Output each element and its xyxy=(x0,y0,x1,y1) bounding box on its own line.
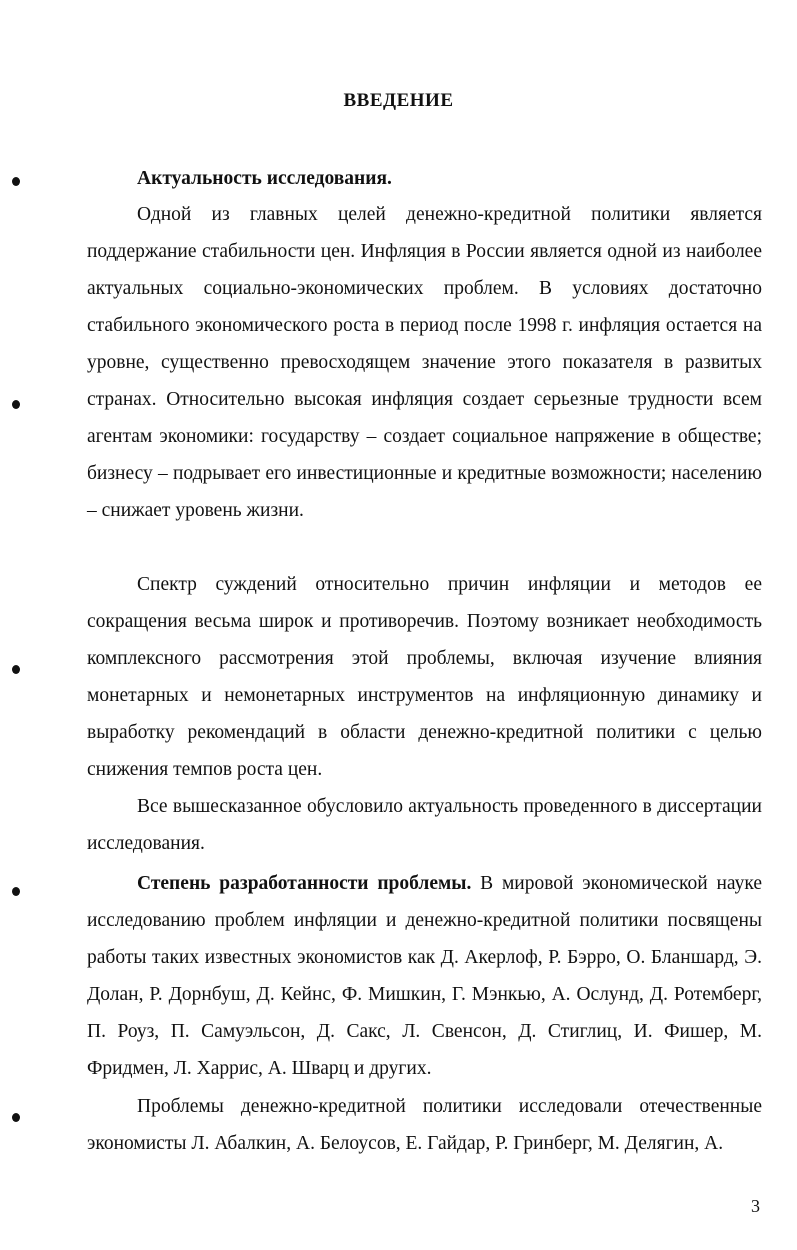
paragraph-relevance-2: Спектр суждений относительно причин инфляции и методов ее сокращения весьма широк и противоречив. Поэтому возникает необходимость комплексного рассмотрения этой проблемы, включая изучение влияния монетарных и немонетарных инструментов на инфляционную динамику и выработку рекомендаций в области денежно-кредитной политики с целью снижения темпов роста цен. xyxy=(87,574,762,780)
page-number: 3 xyxy=(751,1196,760,1216)
margin-punch-mark xyxy=(12,665,20,674)
paragraph-relevance-1: Одной из главных целей денежно-кредитной политики является поддержание стабильности цен. Инфляция в России является одной из наиболее актуальных социально-экономических проблем. В условиях достаточно стабильного экономического роста в период после 1998 г. инфляция остается на уровне, существенно превосходящем значение этого показателя в развитых странах. Относительно высокая инфляция создает серьезные трудности всем агентам экономики: государству – создает социальное напряжение в обществе; бизнесу – подрывает его инвестиционные и кредитные возможности; населению – снижает уровень жизни. xyxy=(87,204,762,521)
margin-punch-mark xyxy=(12,177,20,186)
margin-punch-mark xyxy=(12,1113,20,1122)
paragraph-development-2: Проблемы денежно-кредитной политики исследовали отечественные экономисты Л. Абалкин, А. Белоусов, Е. Гайдар, Р. Гринберг, М. Делягин, А. xyxy=(87,1096,762,1154)
margin-punch-mark xyxy=(12,400,20,409)
margin-punch-mark xyxy=(12,887,20,896)
development-text: В мировой экономической науке исследованию проблем инфляции и денежно-кредитной политики посвящены работы таких известных экономистов как Д. Акерлоф, Р. Бэрро, О. Бланшард, Э. Долан, Р. Дорнбуш, Д. Кейнс, Ф. Мишкин, Г. Мэнкью, А. Ослунд, Д. Ротемберг, П. Роуз, П. Самуэльсон, Д. Сакс, Л. Свенсон, Д. Стиглиц, И. Фишер, М. Фридмен, Л. Харрис, А. Шварц и других. xyxy=(87,873,762,1079)
document-title: ВВЕДЕНИЕ xyxy=(343,90,454,111)
paragraph-relevance-3: Все вышесказанное обусловило актуальность проведенного в диссертации исследования. xyxy=(87,796,762,854)
relevance-heading: Актуальность исследования. xyxy=(137,168,392,189)
development-heading: Степень разработанности проблемы. xyxy=(137,873,472,894)
paragraph-development-1 xyxy=(87,865,762,1087)
